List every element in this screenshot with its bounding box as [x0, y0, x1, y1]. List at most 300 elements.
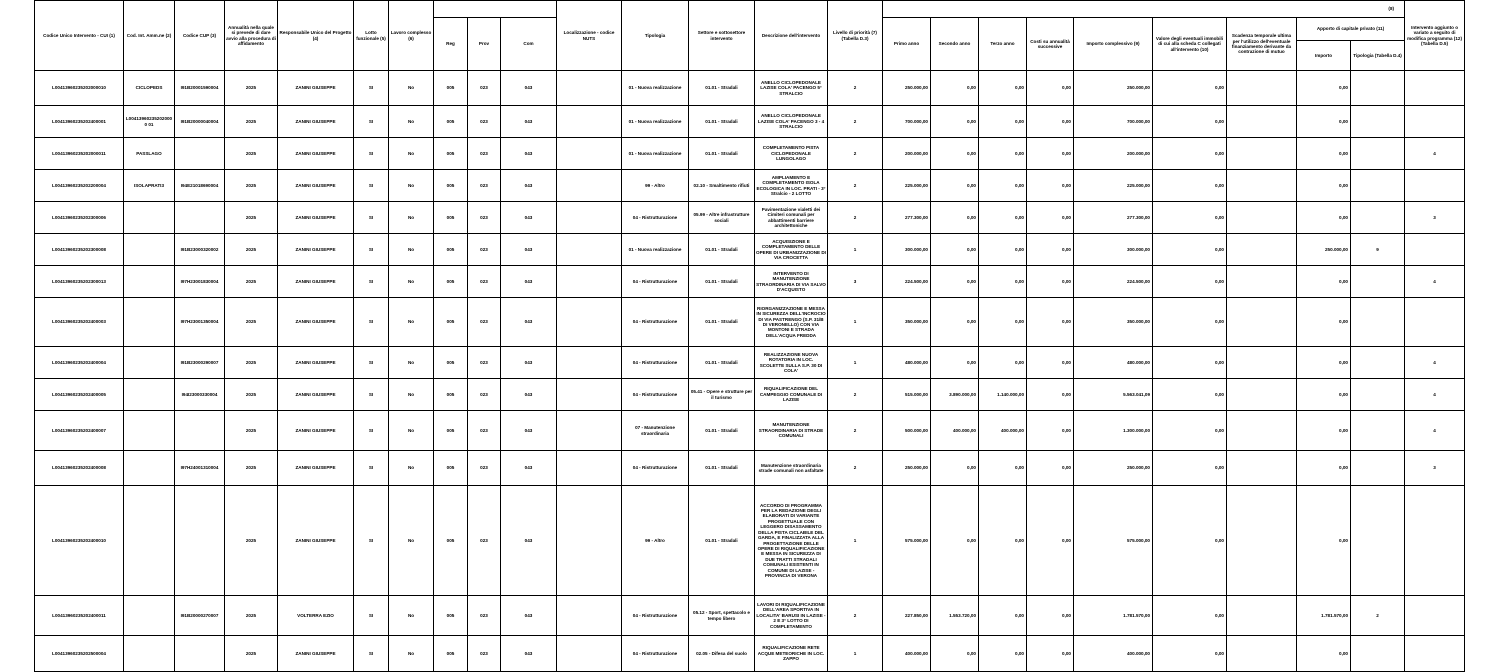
cell-lotto: SI: [354, 379, 389, 411]
cell-lav: No: [389, 202, 434, 234]
cell-reg: 005: [434, 379, 468, 411]
cell-apt: [1351, 138, 1405, 170]
cell-prov: 023: [468, 596, 501, 636]
cell-suc: 0,00: [1027, 347, 1074, 379]
col-settore: Settore e sottosettore intervento: [689, 1, 755, 71]
cell-anno: 2025: [225, 411, 278, 451]
cell-api: 0,00: [1297, 138, 1351, 170]
col-primo-anno: Primo anno: [883, 18, 931, 71]
cell-cod: [124, 266, 175, 298]
col-descrizione: Descrizione dell'intervento: [755, 1, 828, 71]
cell-rup: ZANINI GIUSEPPE: [278, 202, 354, 234]
cell-cup: I94E21018690004: [175, 170, 225, 202]
cell-sca: [1227, 138, 1297, 170]
cell-rup: VOLTERRA EZIO: [278, 596, 354, 636]
cell-lotto: SI: [354, 347, 389, 379]
cell-lav: No: [389, 298, 434, 347]
cell-api: 0,00: [1297, 170, 1351, 202]
cell-mod: 4: [1405, 347, 1465, 379]
cell-cup: I97H23001350004: [175, 298, 225, 347]
cell-reg: 005: [434, 411, 468, 451]
cell-sca: [1227, 234, 1297, 266]
cell-desc: ACQUISIZIONE E COMPLETAMENTO DELLE OPERE DI URBANIZZAZIONE DI VIA CROCETTA: [755, 234, 828, 266]
cell-rup: ZANINI GIUSEPPE: [278, 298, 354, 347]
cell-val: 0,00: [1153, 379, 1227, 411]
cell-api: 0,00: [1297, 636, 1351, 672]
cell-sca: [1227, 202, 1297, 234]
cell-a3: 1.140.000,00: [979, 379, 1027, 411]
cell-cui: L00413960235202400001: [35, 106, 124, 138]
cell-lotto: SI: [354, 298, 389, 347]
table-row: [35, 71, 1465, 106]
col-cup: Codice CUP (3): [175, 1, 225, 71]
cell-pri: 1: [828, 234, 883, 266]
cell-a3: 0,00: [979, 106, 1027, 138]
cell-cup: [175, 636, 225, 672]
cell-mod: 4: [1405, 411, 1465, 451]
cell-val: 0,00: [1153, 170, 1227, 202]
cell-cui: L00413960235202000011: [35, 138, 124, 170]
cell-prov: 023: [468, 71, 501, 106]
cell-lotto: SI: [354, 138, 389, 170]
cell-mod: [1405, 106, 1465, 138]
cell-rup: ZANINI GIUSEPPE: [278, 71, 354, 106]
cell-cod: [124, 411, 175, 451]
cell-sca: [1227, 451, 1297, 486]
cell-imp: 5.563.041,09: [1074, 379, 1153, 411]
cell-a3: 0,00: [979, 347, 1027, 379]
cell-reg: 005: [434, 451, 468, 486]
cell-cup: I91B23000320002: [175, 234, 225, 266]
cell-suc: 0,00: [1027, 379, 1074, 411]
cell-reg: 005: [434, 266, 468, 298]
col-priorita: Livello di priorità (7) (Tabella D.3): [828, 1, 883, 71]
cell-suc: 0,00: [1027, 234, 1074, 266]
cell-a3: 0,00: [979, 486, 1027, 596]
cell-set: 05.12 - Sport, spettacolo e tempo libero: [689, 596, 755, 636]
cell-apt: 9: [1351, 234, 1405, 266]
cell-apt: [1351, 451, 1405, 486]
cell-a3: 0,00: [979, 636, 1027, 672]
cell-mod: [1405, 170, 1465, 202]
cell-lav: No: [389, 234, 434, 266]
cell-cod: [124, 379, 175, 411]
cell-mod: 3: [1405, 451, 1465, 486]
cell-com: 043: [501, 347, 557, 379]
cell-mod: 4: [1405, 379, 1465, 411]
cell-com: 043: [501, 106, 557, 138]
cell-cup: [175, 202, 225, 234]
cell-a3: 400.000,00: [979, 411, 1027, 451]
cell-a3: 0,00: [979, 234, 1027, 266]
cell-lotto: SI: [354, 596, 389, 636]
cell-prov: 023: [468, 138, 501, 170]
cell-set: 02.10 - Smaltimento rifiuti: [689, 170, 755, 202]
cell-anno: 2025: [225, 71, 278, 106]
cell-val: 0,00: [1153, 596, 1227, 636]
cell-cui: L00413960235202200004: [35, 170, 124, 202]
cell-imp: 400.000,00: [1074, 636, 1153, 672]
cell-a1: 225.000,00: [883, 170, 931, 202]
cell-set: 01.01 - Stradali: [689, 138, 755, 170]
col-cui: Codice Unico Intervento - CUI (1): [35, 1, 124, 71]
cell-set: 01.01 - Stradali: [689, 411, 755, 451]
cell-reg: 005: [434, 347, 468, 379]
cell-cui: L00413960235202400008: [35, 451, 124, 486]
cell-rup: ZANINI GIUSEPPE: [278, 379, 354, 411]
cell-rup: ZANINI GIUSEPPE: [278, 347, 354, 379]
cell-anno: 2025: [225, 170, 278, 202]
cell-desc: LAVORI DI RIQUALIFICAZIONE DELL'AREA SPORTIVA IN LOCALITA' BARUSI IN LAZISE - 2 E 3° LOTTO DI COMPLETAMENTO: [755, 596, 828, 636]
cell-lotto: SI: [354, 202, 389, 234]
cell-prov: 023: [468, 411, 501, 451]
table-row: [35, 266, 1465, 298]
cell-api: 250.000,00: [1297, 234, 1351, 266]
col-group-stima: (8): [883, 1, 1405, 18]
cell-lav: No: [389, 486, 434, 596]
cell-suc: 0,00: [1027, 451, 1074, 486]
cell-anno: 2025: [225, 451, 278, 486]
cell-reg: 005: [434, 71, 468, 106]
cell-nuts: [557, 411, 622, 451]
cell-cod: [124, 451, 175, 486]
cell-a2: 1.553.720,00: [931, 596, 979, 636]
cell-prov: 023: [468, 379, 501, 411]
cell-suc: 0,00: [1027, 170, 1074, 202]
col-scadenza: Scadenza temporale ultima per l'utilizzo dell'eventuale finanziamento derivante da contrazione di mutuo: [1227, 18, 1297, 71]
cell-reg: 005: [434, 234, 468, 266]
cell-nuts: [557, 71, 622, 106]
cell-cup: I97H23001830004: [175, 266, 225, 298]
cell-cup: I91B20000040004: [175, 106, 225, 138]
cell-com: 043: [501, 636, 557, 672]
cell-nuts: [557, 636, 622, 672]
cell-a1: 480.000,00: [883, 347, 931, 379]
cell-tip: 99 - Altro: [622, 486, 689, 596]
cell-cui: L00413960235202400004: [35, 347, 124, 379]
table-row: [35, 347, 1465, 379]
cell-pri: 2: [828, 170, 883, 202]
cell-sca: [1227, 106, 1297, 138]
cell-reg: 005: [434, 138, 468, 170]
cell-nuts: [557, 379, 622, 411]
cell-imp: 1.300.000,00: [1074, 411, 1153, 451]
cell-desc: RIQUALIFICAZIONE RETE ACQUE METEORICHE IN LOC. ZAPPO: [755, 636, 828, 672]
cell-desc: ANELLO CICLOPEDONALE LAZISE COLA' PACENGO 5° STRALCIO: [755, 71, 828, 106]
cell-suc: 0,00: [1027, 202, 1074, 234]
cell-cod: [124, 596, 175, 636]
cell-cui: L00413960235202300008: [35, 234, 124, 266]
cell-nuts: [557, 298, 622, 347]
cell-lav: No: [389, 266, 434, 298]
cell-tip: 01 - Nuova realizzazione: [622, 234, 689, 266]
cell-pri: 1: [828, 636, 883, 672]
cell-pri: 2: [828, 106, 883, 138]
cell-set: 01.01 - Stradali: [689, 451, 755, 486]
cell-lav: No: [389, 347, 434, 379]
cell-cod: [124, 636, 175, 672]
cell-apt: [1351, 486, 1405, 596]
cell-cui: L00413960235202400010: [35, 486, 124, 596]
cell-cup: [175, 486, 225, 596]
cell-cup: [175, 411, 225, 451]
cell-lav: No: [389, 71, 434, 106]
cell-a2: 0,00: [931, 451, 979, 486]
cell-cod: ISOLAPRATI3: [124, 170, 175, 202]
cell-a1: 227.850,00: [883, 596, 931, 636]
cell-suc: 0,00: [1027, 138, 1074, 170]
cell-apt: [1351, 636, 1405, 672]
cell-tip: 04 - Ristrutturazione: [622, 347, 689, 379]
cell-apt: 2: [1351, 596, 1405, 636]
cell-desc: ANELLO CICLOPEDONALE LAZISE COLA' PACENGO 3 - 4 STRALCIO: [755, 106, 828, 138]
cell-mod: [1405, 486, 1465, 596]
cell-rup: ZANINI GIUSEPPE: [278, 411, 354, 451]
cell-nuts: [557, 486, 622, 596]
cell-rup: ZANINI GIUSEPPE: [278, 451, 354, 486]
cell-a1: 224.500,00: [883, 266, 931, 298]
cell-lotto: SI: [354, 636, 389, 672]
table-row: [35, 138, 1465, 170]
cell-com: 043: [501, 379, 557, 411]
cell-cod: [124, 234, 175, 266]
cell-cup: [175, 138, 225, 170]
col-prov: Prov: [468, 18, 501, 71]
cell-prov: 023: [468, 106, 501, 138]
cell-rup: ZANINI GIUSEPPE: [278, 234, 354, 266]
cell-val: 0,00: [1153, 451, 1227, 486]
cell-val: 0,00: [1153, 636, 1227, 672]
cell-lotto: SI: [354, 234, 389, 266]
cell-lav: No: [389, 596, 434, 636]
cell-a2: 0,00: [931, 71, 979, 106]
cell-nuts: [557, 138, 622, 170]
col-apporto: [1297, 18, 1405, 71]
cell-com: 043: [501, 411, 557, 451]
col-cod-int: Cod. Int. Amm.ne (2): [124, 1, 175, 71]
cell-nuts: [557, 170, 622, 202]
cell-apt: [1351, 170, 1405, 202]
cell-imp: 350.000,00: [1074, 298, 1153, 347]
cell-lav: No: [389, 411, 434, 451]
cell-sca: [1227, 170, 1297, 202]
cell-tip: 04 - Ristrutturazione: [622, 298, 689, 347]
col-reg: Reg: [434, 18, 468, 71]
cell-lotto: SI: [354, 266, 389, 298]
cell-set: 01.01 - Stradali: [689, 486, 755, 596]
table-row: [35, 106, 1465, 138]
cell-imp: 300.000,00: [1074, 234, 1153, 266]
cell-a3: 0,00: [979, 451, 1027, 486]
cell-anno: 2025: [225, 486, 278, 596]
cell-imp: 277.300,00: [1074, 202, 1153, 234]
cell-suc: 0,00: [1027, 411, 1074, 451]
cell-mod: [1405, 71, 1465, 106]
cell-a2: 0,00: [931, 347, 979, 379]
cell-sca: [1227, 71, 1297, 106]
cell-api: 0,00: [1297, 71, 1351, 106]
col-lotto: Lotto funzionale (5): [354, 1, 389, 71]
cell-imp: 480.000,00: [1074, 347, 1153, 379]
col-apporto-tipologia: Tipologia (Tabella D.4): [1353, 52, 1402, 58]
cell-a2: 0,00: [931, 486, 979, 596]
cell-desc: Manutenzione straordinaria strade comunali non asfaltate: [755, 451, 828, 486]
cell-apt: [1351, 71, 1405, 106]
cell-sca: [1227, 486, 1297, 596]
col-tipologia: Tipologia: [622, 1, 689, 71]
cell-rup: ZANINI GIUSEPPE: [278, 106, 354, 138]
cell-pri: 2: [828, 411, 883, 451]
cell-com: 043: [501, 266, 557, 298]
cell-imp: 200.000,00: [1074, 138, 1153, 170]
cell-pri: 2: [828, 138, 883, 170]
cell-tip: 07 - Manutenzione straordinaria: [622, 411, 689, 451]
cell-api: 1.781.570,00: [1297, 596, 1351, 636]
cell-val: 0,00: [1153, 298, 1227, 347]
cell-cup: I97H24001310004: [175, 451, 225, 486]
cell-cui: L00413960235202400007: [35, 411, 124, 451]
cell-val: 0,00: [1153, 71, 1227, 106]
table-row: [35, 636, 1465, 672]
cell-tip: 01 - Nuova realizzazione: [622, 71, 689, 106]
table-row: [35, 298, 1465, 347]
cell-lotto: SI: [354, 71, 389, 106]
cell-val: 0,00: [1153, 138, 1227, 170]
cell-val: 0,00: [1153, 486, 1227, 596]
cell-sca: [1227, 596, 1297, 636]
cell-rup: ZANINI GIUSEPPE: [278, 486, 354, 596]
cell-pri: 1: [828, 486, 883, 596]
cell-a2: 0,00: [931, 636, 979, 672]
cell-nuts: [557, 451, 622, 486]
cell-anno: 2025: [225, 138, 278, 170]
cell-com: 043: [501, 486, 557, 596]
cell-cui: L00413960235202400005: [35, 379, 124, 411]
cell-a3: 0,00: [979, 298, 1027, 347]
table-row: [35, 411, 1465, 451]
cell-com: 043: [501, 71, 557, 106]
cell-set: 02.05 - Difesa del suolo: [689, 636, 755, 672]
cell-sca: [1227, 636, 1297, 672]
cell-anno: 2025: [225, 347, 278, 379]
table-row: [35, 234, 1465, 266]
cell-pri: 2: [828, 379, 883, 411]
table-row: [35, 379, 1465, 411]
cell-a3: 0,00: [979, 71, 1027, 106]
cell-a1: 500.000,00: [883, 411, 931, 451]
cell-reg: 005: [434, 298, 468, 347]
cell-prov: 023: [468, 202, 501, 234]
cell-lav: No: [389, 170, 434, 202]
cell-reg: 005: [434, 596, 468, 636]
col-group-codice-istat: [434, 1, 557, 18]
cell-com: 043: [501, 234, 557, 266]
cell-set: 01.01 - Stradali: [689, 234, 755, 266]
programme-table: [34, 0, 1465, 672]
col-importo: Importo complessivo (9): [1074, 18, 1153, 71]
cell-lav: No: [389, 451, 434, 486]
cell-a3: 0,00: [979, 266, 1027, 298]
cell-a2: 3.890.000,00: [931, 379, 979, 411]
cell-prov: 023: [468, 234, 501, 266]
cell-lav: No: [389, 379, 434, 411]
cell-apt: [1351, 411, 1405, 451]
cell-a2: 0,00: [931, 106, 979, 138]
cell-set: 01.01 - Stradali: [689, 71, 755, 106]
cell-tip: 04 - Ristrutturazione: [622, 636, 689, 672]
col-valore-immobili: Valore degli eventuali immobili di cui alla scheda C collegati all'intervento (10): [1153, 18, 1227, 71]
cell-lav: No: [389, 636, 434, 672]
cell-a1: 277.300,00: [883, 202, 931, 234]
table-row: [35, 486, 1465, 596]
cell-suc: 0,00: [1027, 486, 1074, 596]
cell-com: 043: [501, 170, 557, 202]
col-nuts: Localizzazione - codice NUTS: [557, 1, 622, 71]
cell-suc: 0,00: [1027, 266, 1074, 298]
cell-mod: [1405, 596, 1465, 636]
cell-apt: [1351, 379, 1405, 411]
cell-sca: [1227, 298, 1297, 347]
cell-val: 0,00: [1153, 106, 1227, 138]
cell-desc: RIORGANIZZAZIONE E MESSA IN SICUREZZA DELL'INCROCIO DI VIA PASTRENGO (S.P. 31/B DI VERONELLO) CON VIA MONTONI E STRADA DELL'ACQUA FREDDA: [755, 298, 828, 347]
cell-nuts: [557, 266, 622, 298]
cell-imp: 700.000,00: [1074, 106, 1153, 138]
cell-a1: 515.000,00: [883, 379, 931, 411]
cell-tip: 01 - Nuova realizzazione: [622, 138, 689, 170]
cell-anno: 2025: [225, 636, 278, 672]
table-body: [35, 71, 1465, 672]
cell-com: 043: [501, 451, 557, 486]
cell-reg: 005: [434, 202, 468, 234]
cell-desc: MANUTENZIONE STRAORDINARIA DI STRADE COMUNALI: [755, 411, 828, 451]
cell-apt: [1351, 106, 1405, 138]
cell-cod: [124, 202, 175, 234]
header-row-1: [35, 1, 1465, 18]
cell-tip: 04 - Ristrutturazione: [622, 379, 689, 411]
cell-api: 0,00: [1297, 486, 1351, 596]
cell-com: 043: [501, 298, 557, 347]
col-apporto-title: Apporto di capitale privato (11): [1297, 18, 1404, 41]
cell-reg: 005: [434, 170, 468, 202]
table-row: [35, 451, 1465, 486]
col-com: Com: [501, 18, 557, 71]
cell-api: 0,00: [1297, 379, 1351, 411]
cell-api: 0,00: [1297, 411, 1351, 451]
cell-cup: I91B20001590004: [175, 71, 225, 106]
cell-desc: RIQUALIFICAZIONE DEL CAMPEGGIO COMUNALE DI LAZISE: [755, 379, 828, 411]
cell-a2: 0,00: [931, 298, 979, 347]
cell-cod: L004139602352020000 01: [124, 106, 175, 138]
cell-rup: ZANINI GIUSEPPE: [278, 636, 354, 672]
cell-tip: 99 - Altro: [622, 170, 689, 202]
cell-cod: CICLOPEDS: [124, 71, 175, 106]
cell-anno: 2025: [225, 106, 278, 138]
cell-com: 043: [501, 596, 557, 636]
cell-val: 0,00: [1153, 266, 1227, 298]
cell-a2: 0,00: [931, 170, 979, 202]
cell-mod: [1405, 234, 1465, 266]
col-annualita: Annualità nella quale si prevede di dare avvio alla procedura di affidamento: [225, 1, 278, 71]
cell-lav: No: [389, 138, 434, 170]
cell-pri: 2: [828, 596, 883, 636]
cell-val: 0,00: [1153, 202, 1227, 234]
cell-imp: 250.000,00: [1074, 451, 1153, 486]
cell-nuts: [557, 596, 622, 636]
cell-api: 0,00: [1297, 451, 1351, 486]
cell-apt: [1351, 266, 1405, 298]
cell-cui: L00413960235202400003: [35, 298, 124, 347]
cell-cod: [124, 486, 175, 596]
